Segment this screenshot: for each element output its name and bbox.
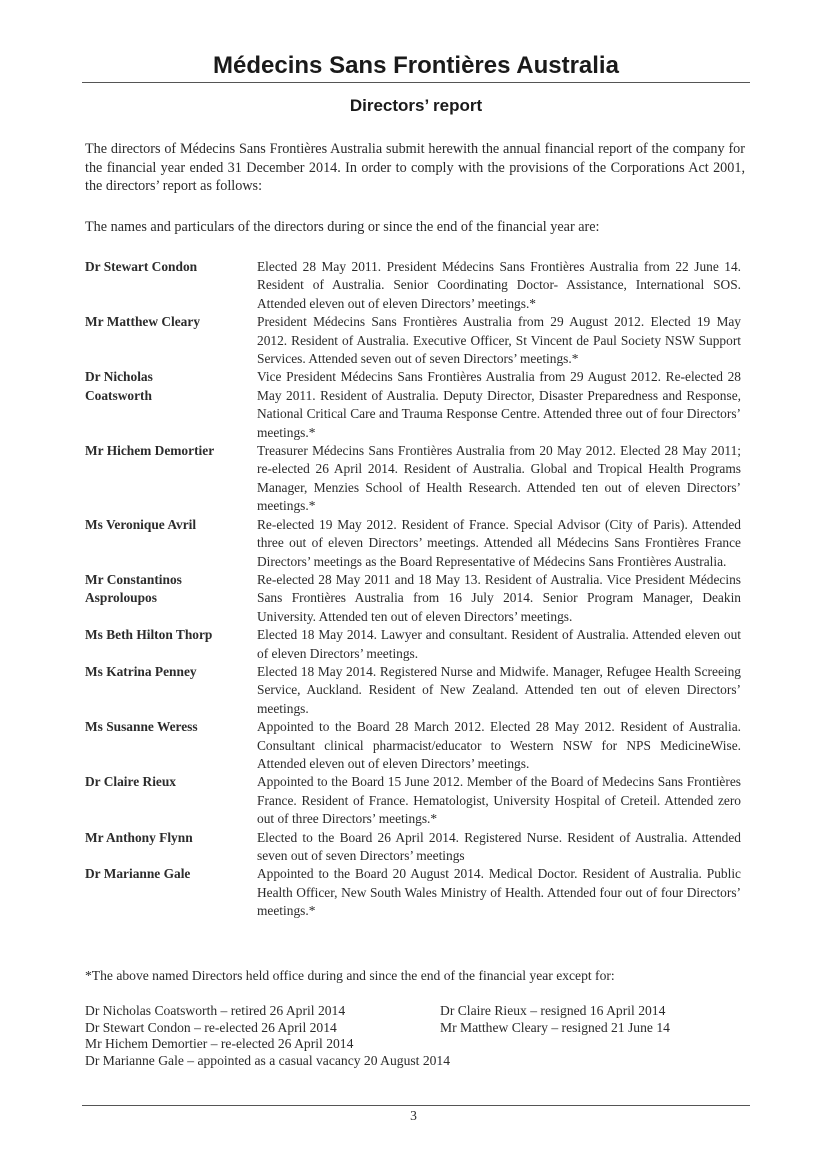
director-name-line: Ms Beth Hilton Thorp: [85, 627, 213, 643]
director-row: [85, 718, 745, 773]
change-line: Dr Nicholas Coatsworth – retired 26 April 2014: [85, 1003, 346, 1018]
director-details: Re-elected 28 May 2011 and 18 May 13. Resident of Australia. Vice President Médecins Sans Frontières Australia from 16 July 2014. Senior Program Manager, Deakin University. Attended ten out of eleven Directors’ meetings.: [257, 571, 741, 624]
director-details: Appointed to the Board 28 March 2012. Elected 28 May 2012. Resident of Australia. Consultant clinical pharmacist/educator to Western NSW for NPS MedicineWise. Attended eleven out of eleven Directors’ meetings.: [257, 719, 741, 771]
report-title: Directors’ report: [349, 96, 483, 115]
change-line: Dr Marianne Gale – appointed as a casual vacancy 20 August 2014: [85, 1052, 451, 1068]
director-name: [85, 626, 257, 663]
director-row: [85, 368, 745, 442]
director-name-line: Mr Hichem Demortier: [85, 443, 215, 459]
director-name-line: Dr Nicholas: [85, 369, 153, 385]
change-line: Mr Hichem Demortier – re-elected 26 April 2014: [85, 1036, 354, 1052]
director-row: [85, 865, 745, 920]
director-name: [85, 865, 257, 920]
director-details: Elected to the Board 26 April 2014. Registered Nurse. Resident of Australia. Attended seven out of seven Directors’ meetings: [257, 829, 741, 863]
footnote: *The above named Directors held office during and since the end of the financial year except for:: [85, 968, 615, 983]
director-row: [85, 313, 745, 368]
directors-list: [85, 258, 745, 921]
director-row: [85, 626, 745, 663]
director-details: Appointed to the Board 15 June 2012. Member of the Board of Medecins Sans Frontières France. Resident of France. Hematologist, University Hospital of Creteil. Attended zero out of three Directors’ meetings.*: [257, 774, 741, 827]
director-details: Re-elected 19 May 2012. Resident of France. Special Advisor (City of Paris). Attended three out of eleven Directors’ meetings. Attended all Médecins Sans Frontières France Directors’ meetings as the Board Representative of Médecins Sans Frontières Australia.: [257, 516, 741, 569]
director-name: [85, 516, 257, 571]
director-name-line: Asproloupos: [85, 590, 157, 606]
director-row: [85, 516, 745, 571]
director-details: Vice President Médecins Sans Frontières Australia from 29 August 2012. Re-elected 28 May 2011. Resident of Australia. Deputy Director, Disaster Preparedness and Response, National Critical Care and Trauma Response Centre. Attended three out of four Directors’ meetings.*: [257, 369, 741, 440]
director-details: Appointed to the Board 20 August 2014. Medical Doctor. Resident of Australia. Public Health Officer, New South Wales Ministry of Health. Attended four out of four Directors’ meetings.*: [257, 866, 741, 919]
director-details: Elected 28 May 2011. President Médecins Sans Frontières Australia from 22 June 14. Resident of Australia. Senior Coordinating Doctor- Assistance, International SOS. Attended eleven out of eleven Directors’ meetings.*: [257, 259, 741, 311]
director-details: Treasurer Médecins Sans Frontières Australia from 20 May 2012. Elected 28 May 2011; re-elected 26 April 2014. Resident of Australia. Global and Tropical Health Programs Manager, Menzies School of Health Research. Attended ten out of eleven Directors’ meetings.*: [257, 443, 741, 514]
director-name: [85, 663, 257, 718]
director-name: [85, 442, 257, 516]
director-row: [85, 571, 745, 626]
director-row: [85, 442, 745, 516]
director-name-line: Coatsworth: [85, 387, 152, 403]
change-line: Dr Claire Rieux – resigned 16 April 2014: [440, 1003, 666, 1018]
director-name-line: Ms Veronique Avril: [85, 516, 197, 532]
page-number: 3: [410, 1108, 417, 1123]
header-rule: [82, 82, 750, 83]
director-name: [85, 718, 257, 773]
director-name-line: Dr Stewart Condon: [85, 259, 198, 274]
organisation-title: Médecins Sans Frontières Australia: [213, 52, 619, 79]
director-name-line: Ms Susanne Weress: [85, 719, 198, 735]
director-details: President Médecins Sans Frontières Australia from 29 August 2012. Elected 19 May 2012. Resident of Australia. Executive Officer, St Vincent de Paul Society NSW Support Services. Attended seven out of seven Directors’ meetings.*: [257, 314, 741, 367]
change-line: Mr Matthew Cleary – resigned 21 June 14: [440, 1019, 670, 1035]
director-row: [85, 258, 745, 313]
director-name: [85, 368, 257, 442]
director-name-line: Dr Claire Rieux: [85, 774, 176, 790]
intro-paragraph: The directors of Médecins Sans Frontières Australia submit herewith the annual financial report of the company for the financial year ended 31 December 2014. In order to comply with the provisions of the Corporations Act 2001, the directors’ report as follows:: [85, 141, 745, 194]
director-details: Elected 18 May 2014. Registered Nurse and Midwife. Manager, Refugee Health Screeing Service, Auckland. Resident of New Zealand. Attended ten out of eleven Directors’ meetings.: [257, 663, 741, 716]
director-changes: [85, 1003, 745, 1069]
director-name: [85, 258, 257, 313]
director-row: [85, 663, 745, 718]
director-name: [85, 313, 257, 368]
director-name: [85, 571, 257, 626]
director-name-line: Mr Matthew Cleary: [85, 314, 201, 330]
directors-intro: The names and particulars of the directors during or since the end of the financial year are:: [85, 219, 600, 235]
director-name-line: Ms Katrina Penney: [85, 663, 197, 679]
director-details: Elected 18 May 2014. Lawyer and consultant. Resident of Australia. Attended eleven out of eleven Directors’ meetings.: [257, 627, 741, 661]
change-line: Dr Stewart Condon – re-elected 26 April 2014: [85, 1019, 337, 1035]
director-row: [85, 773, 745, 828]
director-row: [85, 829, 745, 866]
footer-rule: [82, 1105, 750, 1106]
director-name-line: Mr Constantinos: [85, 571, 182, 587]
director-name-line: Dr Marianne Gale: [85, 866, 191, 882]
director-name: [85, 773, 257, 828]
director-name-line: Mr Anthony Flynn: [85, 829, 193, 845]
director-name: [85, 829, 257, 866]
changes-right-column: [440, 1003, 670, 1036]
